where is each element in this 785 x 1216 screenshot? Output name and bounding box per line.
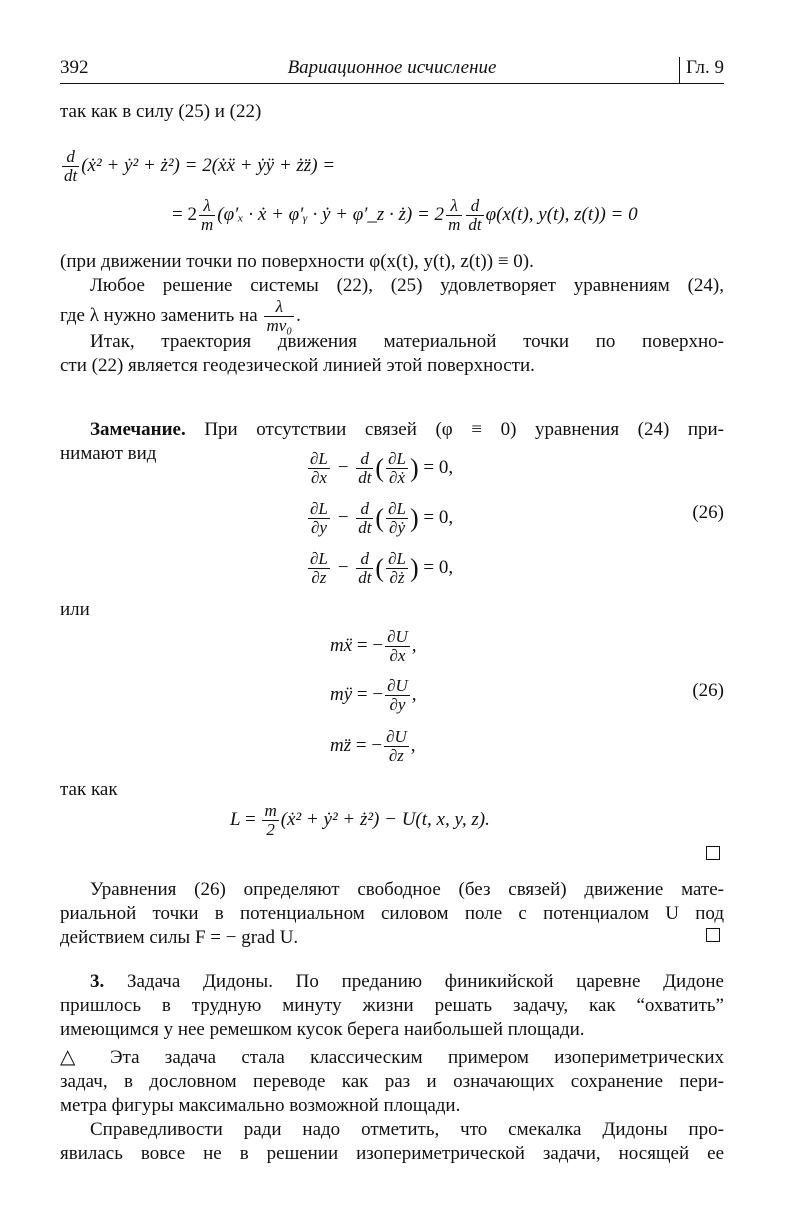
section-line: 3. Задача Дидоны. По преданию финикийской царевне Дидоне bbox=[90, 971, 724, 992]
text-line: (при движении точки по поверхности φ(x(t), y(t), z(t)) ≡ 0). bbox=[60, 251, 534, 272]
running-title: Вариационное исчисление bbox=[287, 57, 497, 78]
text-line: Эта задача стала классическим примером изопериметрических bbox=[110, 1047, 724, 1068]
equation-line: $\frac{d}{dt}$ (ẋ² + ẏ² + ż²) = 2(ẋẍ + ẏÿ + żz̈) = bbox=[64, 147, 336, 185]
running-header bbox=[60, 57, 724, 84]
text-line: действием силы F = − grad U. bbox=[60, 927, 299, 948]
text-line: Уравнения (26) определяют свободное (без связей) движение мате- bbox=[90, 879, 724, 900]
equation-line: mÿ = − $\frac{\partial U}{\partial y}$ , bbox=[330, 676, 417, 714]
equation-line: mẍ = − $\frac{\partial U}{\partial x}$ , bbox=[330, 627, 417, 665]
remark-label: Замечание. bbox=[90, 419, 186, 440]
chapter-label: Гл. 9 bbox=[679, 57, 724, 83]
remark-line: Замечание. При отсутствии связей (φ ≡ 0) уравнения (24) при- bbox=[90, 419, 725, 440]
equation-line: mz̈ = − $\frac{\partial U}{\partial z}$ , bbox=[330, 727, 416, 765]
text-line: имеющимся у нее ремешком кусок берега наибольшей площади. bbox=[60, 1019, 585, 1040]
qed-square bbox=[706, 928, 720, 942]
triangle-icon: △ bbox=[60, 1046, 76, 1068]
equation-number: (26) bbox=[692, 502, 724, 523]
equation-line: $\frac{\partial L}{\partial y}$ − $\frac{d}{dt}$ ( $\frac{\partial L}{\text{∂ẏ}}$ ) = 0, bbox=[310, 499, 454, 537]
text-line: явилась вовсе не в решении изопериметрической задачи, носящей ее bbox=[60, 1143, 724, 1164]
qed-square bbox=[706, 846, 720, 860]
page-number: 392 bbox=[60, 57, 89, 78]
equation-line: $\frac{\partial L}{\partial x}$ − $\frac{d}{dt}$ ( $\frac{\partial L}{\text{∂ẋ}}$ ) = 0, bbox=[310, 449, 454, 487]
text-line: так как в силу (25) и (22) bbox=[60, 101, 262, 122]
text-line: задач, в дословном переводе как раз и означающих сохранение пери- bbox=[60, 1071, 724, 1092]
text-line: или bbox=[60, 599, 90, 620]
text-line: где λ нужно заменить на $\frac{\lambda}{\text{mv₀}}$ . bbox=[60, 297, 301, 335]
section-number: 3. bbox=[90, 971, 105, 992]
text-line: риальной точки в потенциальном силовом поле с потенциалом U под bbox=[60, 903, 724, 924]
text-line: Справедливости ради надо отметить, что смекалка Дидоны про- bbox=[90, 1119, 724, 1140]
equation-line: = 2 $\frac{\lambda}{m}$ (φ′ₓ · ẋ + φ′ᵧ · ẏ + φ′_z · ż) = 2 $\frac{\lambda}{m}$ $\frac{d}{dt}$ φ(x(t), y(t), z(t)) = 0 bbox=[172, 196, 638, 234]
equation-number: (26) bbox=[692, 680, 724, 701]
text-line: сти (22) является геодезической линией этой поверхности. bbox=[60, 355, 535, 376]
text-line: метра фигуры максимально возможной площади. bbox=[60, 1095, 461, 1116]
equation-line: $\frac{\partial L}{\partial z}$ − $\frac{d}{dt}$ ( $\frac{\partial L}{\partial ż}$ ) = 0, bbox=[310, 549, 454, 587]
text-line: Итак, траектория движения материальной точки по поверхно- bbox=[90, 331, 724, 352]
text-line: пришлось в трудную минуту жизни решать задачу, как “охватить” bbox=[60, 995, 724, 1016]
text-line: нимают вид bbox=[60, 443, 157, 464]
text-line: так как bbox=[60, 779, 118, 800]
text-line: Любое решение системы (22), (25) удовлетворяет уравнениям (24), bbox=[90, 275, 724, 296]
equation-line: L = $\frac{m}{2}$ (ẋ² + ẏ² + ż²) − U(t, x, y, z). bbox=[230, 801, 490, 839]
